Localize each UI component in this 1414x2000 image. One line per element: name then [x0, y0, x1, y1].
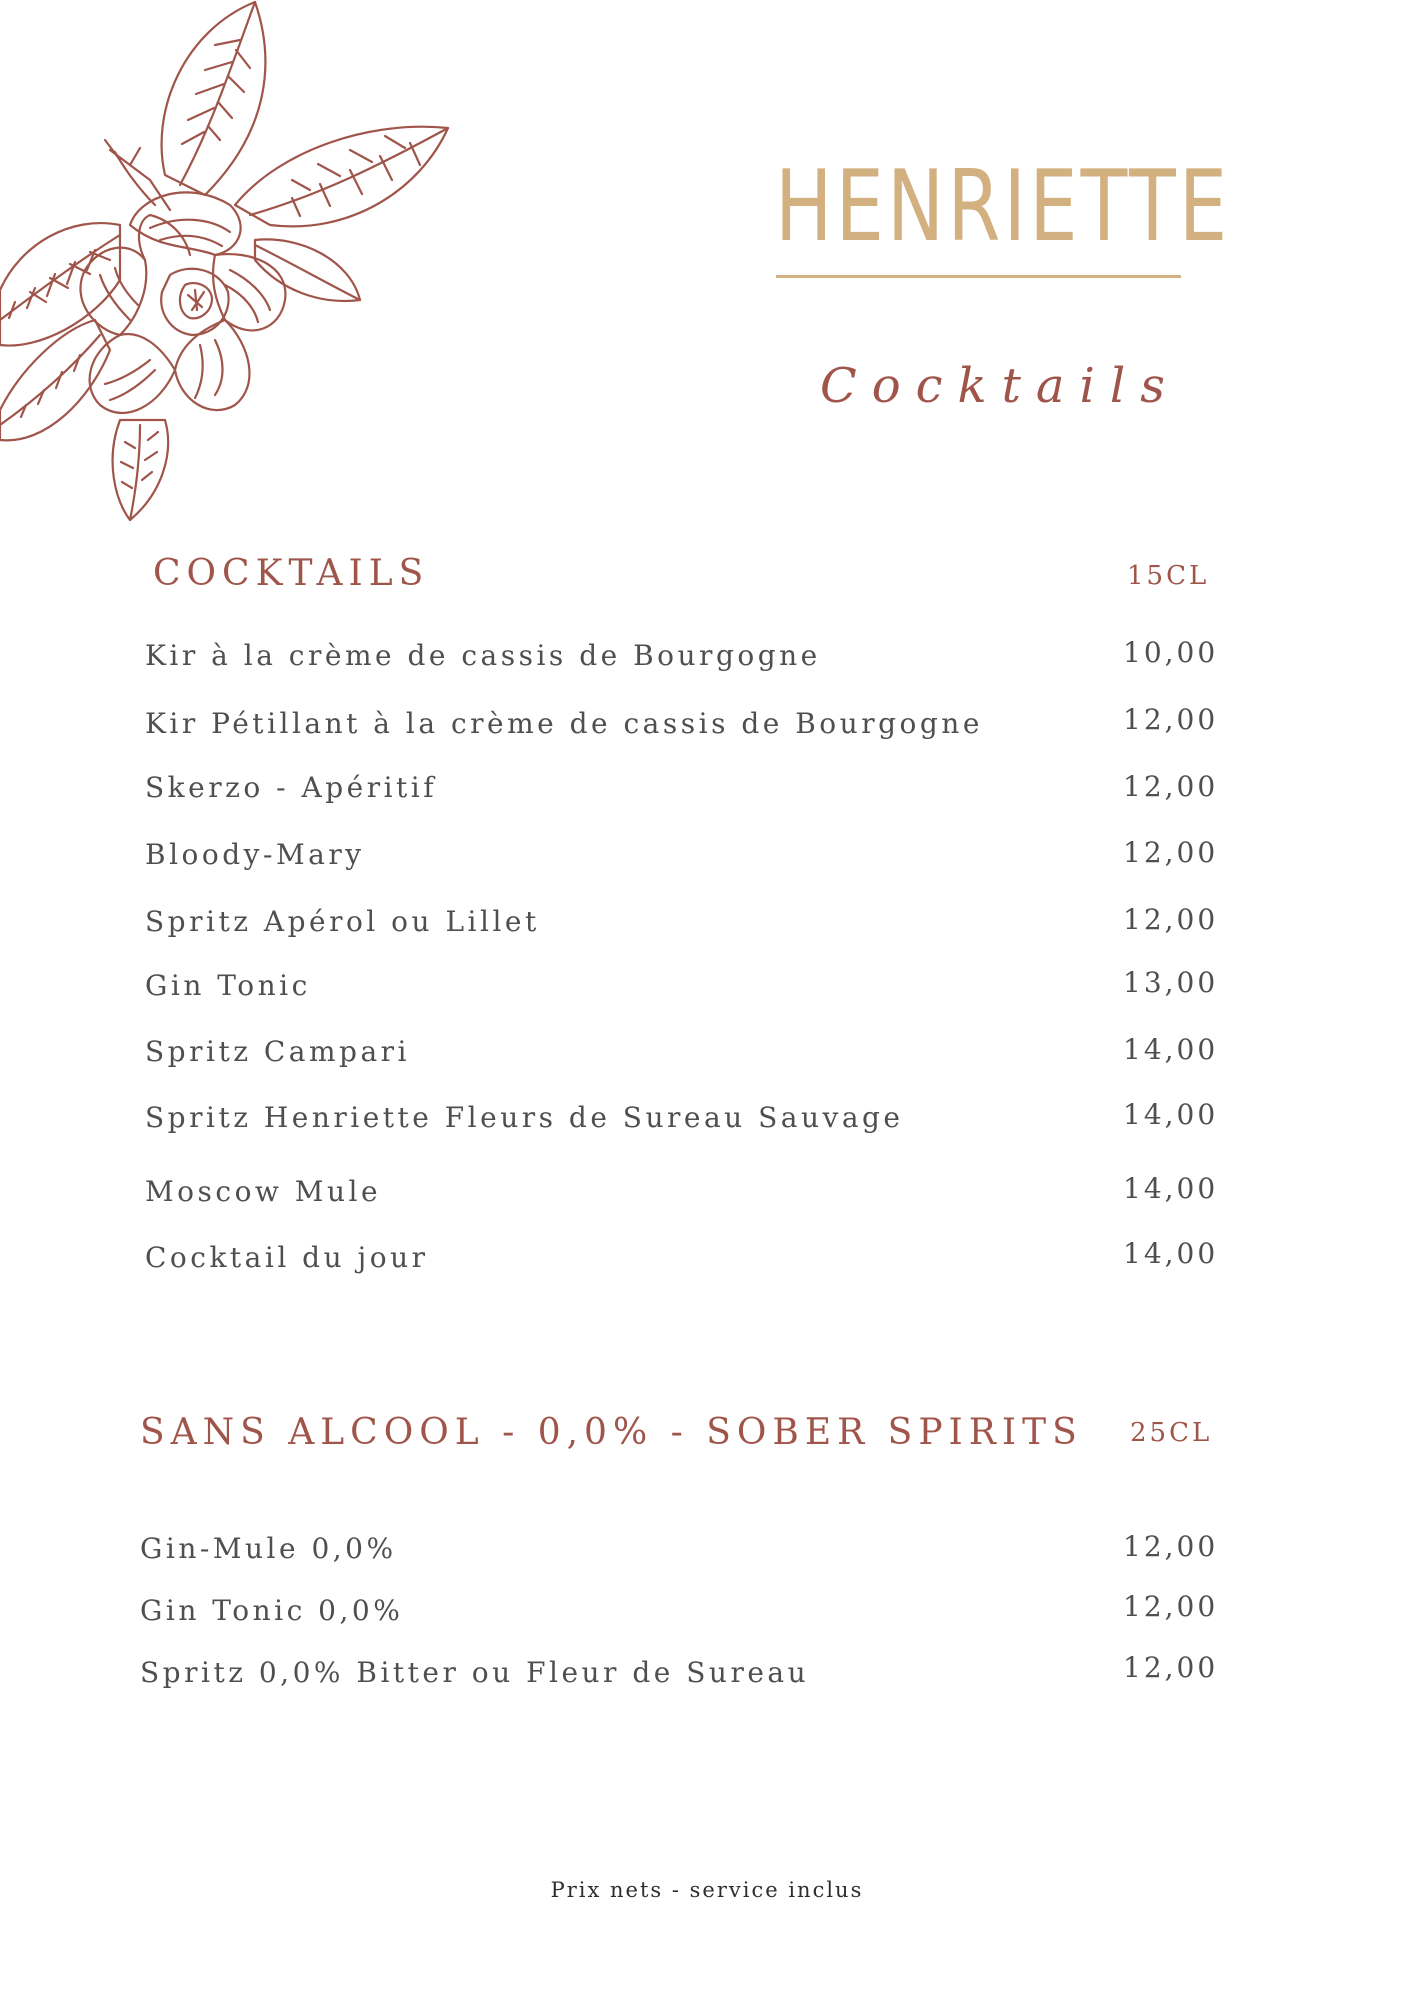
magnolia-flower-icon	[0, 0, 460, 530]
section-title-sans-alcool: SANS ALCOOL - 0,0% - SOBER SPIRITS	[140, 1412, 1083, 1453]
menu-item-name: Bloody-Mary	[145, 838, 365, 871]
menu-item-name: Cocktail du jour	[145, 1241, 429, 1274]
page-title: Cocktails	[820, 358, 1180, 414]
menu-item-price: 14,00	[1123, 1172, 1219, 1205]
menu-item-price: 14,00	[1123, 1033, 1219, 1066]
menu-item-name: Moscow Mule	[145, 1175, 382, 1208]
menu-item-price: 12,00	[1123, 1530, 1219, 1563]
footer-note: Prix nets - service inclus	[550, 1878, 864, 1902]
section-volume-sans-alcool: 25CL	[1130, 1418, 1213, 1448]
menu-item-price: 10,00	[1123, 636, 1219, 669]
menu-item-name: Spritz 0,0% Bitter ou Fleur de Sureau	[140, 1656, 810, 1689]
menu-item-price: 12,00	[1123, 770, 1219, 803]
menu-item-price: 12,00	[1123, 836, 1219, 869]
menu-item-name: Spritz Henriette Fleurs de Sureau Sauvage	[145, 1101, 904, 1134]
brand-logo: HENRIETTE	[775, 150, 1231, 264]
menu-item-name: Gin-Mule 0,0%	[140, 1532, 397, 1565]
menu-item-price: 12,00	[1123, 1590, 1219, 1623]
menu-item-price: 12,00	[1123, 1651, 1219, 1684]
menu-item-price: 12,00	[1123, 703, 1219, 736]
brand-underline	[776, 275, 1181, 278]
section-volume-cocktails: 15CL	[1127, 561, 1210, 591]
menu-item-name: Spritz Apérol ou Lillet	[145, 905, 540, 938]
section-title-cocktails: COCKTAILS	[153, 553, 430, 594]
menu-item-name: Gin Tonic	[145, 969, 311, 1002]
menu-item-name: Skerzo - Apéritif	[145, 771, 438, 804]
menu-item-name: Gin Tonic 0,0%	[140, 1594, 404, 1627]
menu-item-price: 12,00	[1123, 903, 1219, 936]
menu-item-price: 14,00	[1123, 1237, 1219, 1270]
menu-item-name: Kir à la crème de cassis de Bourgogne	[145, 639, 821, 672]
menu-item-price: 14,00	[1123, 1098, 1219, 1131]
menu-item-name: Spritz Campari	[145, 1035, 410, 1068]
menu-item-price: 13,00	[1123, 966, 1219, 999]
menu-item-name: Kir Pétillant à la crème de cassis de Bourgogne	[145, 707, 983, 740]
